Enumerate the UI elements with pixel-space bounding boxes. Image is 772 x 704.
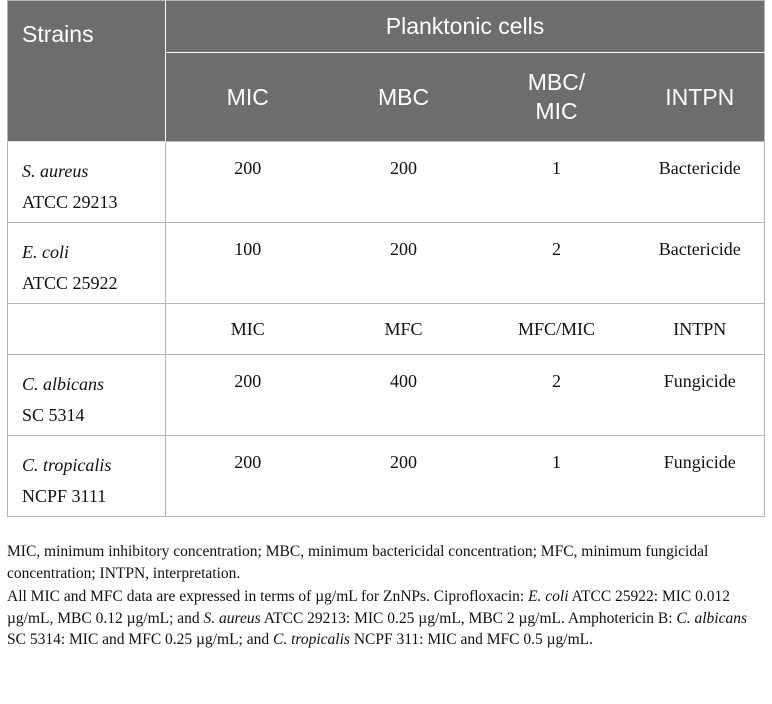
species-name: C. albicans bbox=[22, 374, 105, 394]
species-name: E. coli bbox=[22, 242, 69, 262]
subheader-mic: MIC bbox=[166, 304, 330, 355]
col-header-intpn: INTPN bbox=[636, 53, 765, 142]
fungi-subheader-row bbox=[8, 304, 765, 355]
note-species: C. albicans bbox=[676, 609, 748, 627]
table-row bbox=[8, 223, 765, 304]
ratio-cell: 2 bbox=[478, 223, 636, 304]
table-row bbox=[8, 436, 765, 517]
planktonic-cells-header: Planktonic cells bbox=[166, 1, 765, 53]
subheader-mfc: MFC bbox=[330, 304, 478, 355]
results-table bbox=[7, 0, 765, 517]
mfc-cell: 200 bbox=[330, 436, 478, 517]
mic-cell: 200 bbox=[166, 142, 330, 223]
ratio-cell: 1 bbox=[478, 142, 636, 223]
subheader-mfc-mic: MFC/MIC bbox=[478, 304, 636, 355]
mic-cell: 200 bbox=[166, 436, 330, 517]
mfc-cell: 400 bbox=[330, 355, 478, 436]
col-header-mic: MIC bbox=[166, 53, 330, 142]
interpretation-cell: Bactericide bbox=[636, 142, 765, 223]
mic-cell: 200 bbox=[166, 355, 330, 436]
note-text: NCPF 311: MIC and MFC 0.5 µg/mL. bbox=[349, 631, 593, 648]
strain-cell bbox=[8, 355, 166, 436]
note-text: All MIC and MFC data are expressed in terms of µg/mL for ZnNPs. Ciprofloxacin: bbox=[7, 588, 529, 605]
mbc-cell: 200 bbox=[330, 142, 478, 223]
col-header-mbc-mic-text: MBC/ MIC bbox=[527, 69, 586, 124]
species-name: S. aureus bbox=[22, 161, 89, 181]
interpretation-cell: Fungicide bbox=[636, 355, 765, 436]
note-species: E. coli bbox=[528, 588, 569, 605]
table-row bbox=[8, 355, 765, 436]
interpretation-cell: Fungicide bbox=[636, 436, 765, 517]
units-note bbox=[7, 586, 767, 651]
note-species: S. aureus bbox=[203, 609, 261, 627]
subheader-intpn: INTPN bbox=[636, 304, 765, 355]
table-footnotes bbox=[7, 541, 767, 653]
strain-cell bbox=[8, 223, 166, 304]
strain-code: ATCC 25922 bbox=[22, 273, 118, 293]
empty-cell bbox=[8, 304, 166, 355]
note-text: ATCC 25922: MIC 0.012 µg/mL, MBC 0.12 µg/mL; and bbox=[7, 588, 731, 627]
strain-code: NCPF 3111 bbox=[22, 486, 107, 506]
results-table-container bbox=[7, 0, 764, 517]
ratio-cell: 2 bbox=[478, 355, 636, 436]
mbc-cell: 200 bbox=[330, 223, 478, 304]
col-header-mbc-mic bbox=[478, 53, 636, 142]
interpretation-cell: Bactericide bbox=[636, 223, 765, 304]
species-name: C. tropicalis bbox=[22, 455, 112, 475]
note-species: C. tropicalis bbox=[273, 631, 350, 648]
strain-cell bbox=[8, 436, 166, 517]
col-header-mbc: MBC bbox=[330, 53, 478, 142]
ratio-cell: 1 bbox=[478, 436, 636, 517]
strain-code: SC 5314 bbox=[22, 405, 85, 425]
strains-header: Strains bbox=[8, 1, 166, 142]
note-text: SC 5314: MIC and MFC 0.25 µg/mL; and bbox=[7, 631, 273, 648]
strain-cell bbox=[8, 142, 166, 223]
table-row bbox=[8, 142, 765, 223]
abbreviations-note: MIC, minimum inhibitory concentration; MBC, minimum bactericidal concentration; MFC, minimum fungicidal concentration; INTPN, interpretation. bbox=[7, 543, 709, 582]
strain-code: ATCC 29213 bbox=[22, 192, 118, 212]
note-text: ATCC 29213: MIC 0.25 µg/mL, MBC 2 µg/mL. Amphotericin B: bbox=[260, 609, 677, 627]
mic-cell: 100 bbox=[166, 223, 330, 304]
